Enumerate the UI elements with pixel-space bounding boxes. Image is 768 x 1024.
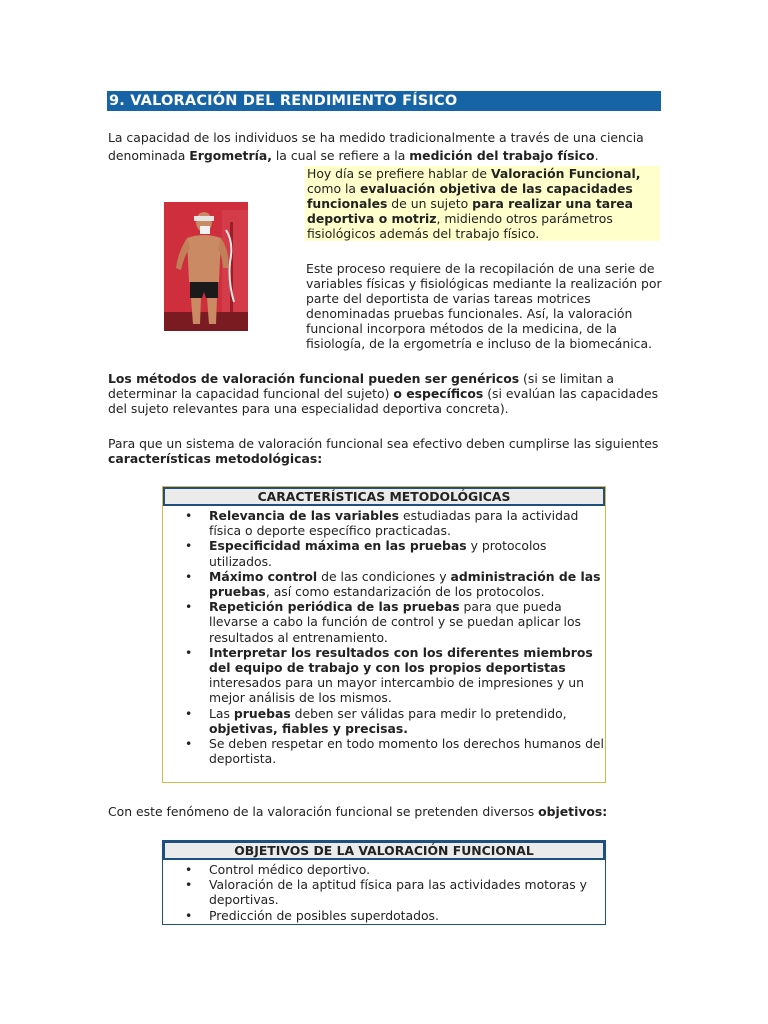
requirements-paragraph: Para que un sistema de valoración funcional sea efectivo deben cumplirse las siguientes características metodológicas:: [108, 436, 659, 466]
list-item: • Interpretar los resultados con los diferentes miembros del equipo de trabajo y con los propios deportistas interesados para un mayor intercambio de impresiones y un mejor análisis de los mismos.: [209, 645, 605, 706]
characteristics-table: [162, 486, 606, 783]
list-item: • Especificidad máxima en las pruebas y protocolos utilizados.: [209, 538, 605, 568]
characteristics-list: [163, 508, 605, 766]
athlete-figure-icon: [164, 202, 248, 331]
list-item: • Predicción de posibles superdotados.: [209, 908, 605, 923]
objectives-list: [163, 862, 605, 923]
intro-paragraph: La capacidad de los individuos se ha medido tradicionalmente a través de una ciencia denominada Ergometría, la cual se refiere a la medición del trabajo físico.: [108, 130, 644, 163]
highlight-box: Hoy día se prefiere hablar de Valoración Funcional, como la evaluación objetiva de las capacidades funcionales de un sujeto para realizar una tarea deportiva o motriz, midiendo otros parámetros fisiológicos además del trabajo físico.: [305, 166, 660, 241]
athlete-photo: [164, 202, 248, 331]
list-item: • Máximo control de las condiciones y administración de las pruebas, así como estandarización de los protocolos.: [209, 569, 605, 599]
objectives-table: [162, 840, 606, 925]
list-item: • Control médico deportivo.: [209, 862, 605, 877]
section-heading: 9. VALORACIÓN DEL RENDIMIENTO FÍSICO: [107, 91, 661, 111]
objectives-title: OBJETIVOS DE LA VALORACIÓN FUNCIONAL: [163, 841, 605, 860]
list-item: • Relevancia de las variables estudiadas para la actividad física o deporte específico practicadas.: [209, 508, 605, 538]
list-item: • Repetición periódica de las pruebas para que pueda llevarse a cabo la función de control y se puedan aplicar los resultados al entrenamiento.: [209, 599, 605, 645]
list-item: • Se deben respetar en todo momento los derechos humanos del deportista.: [209, 736, 605, 766]
objectives-paragraph: Con este fenómeno de la valoración funcional se pretenden diversos objetivos:: [108, 804, 608, 819]
characteristics-title: CARACTERÍSTICAS METODOLÓGICAS: [163, 487, 605, 506]
list-item: • Valoración de la aptitud física para las actividades motoras y deportivas.: [209, 877, 605, 907]
process-text: Este proceso requiere de la recopilación de una serie de variables físicas y fisiológicas mediante la realización por parte del deportista de varias tareas motrices denominadas pruebas funcionales. Así, la valoración funcional incorpora métodos de la medicina, de la fisiología, de la ergometría e incluso de la biomecánica.: [306, 261, 662, 351]
methods-paragraph: Los métodos de valoración funcional pueden ser genéricos (si se limitan a determinar la capacidad funcional del sujeto) o específicos (si evalúan las capacidades del sujeto relevantes para una especialidad deportiva concreta).: [108, 371, 659, 416]
process-paragraph: [306, 261, 666, 351]
list-item: • Las pruebas deben ser válidas para medir lo pretendido, objetivas, fiables y precisas.: [209, 706, 605, 736]
